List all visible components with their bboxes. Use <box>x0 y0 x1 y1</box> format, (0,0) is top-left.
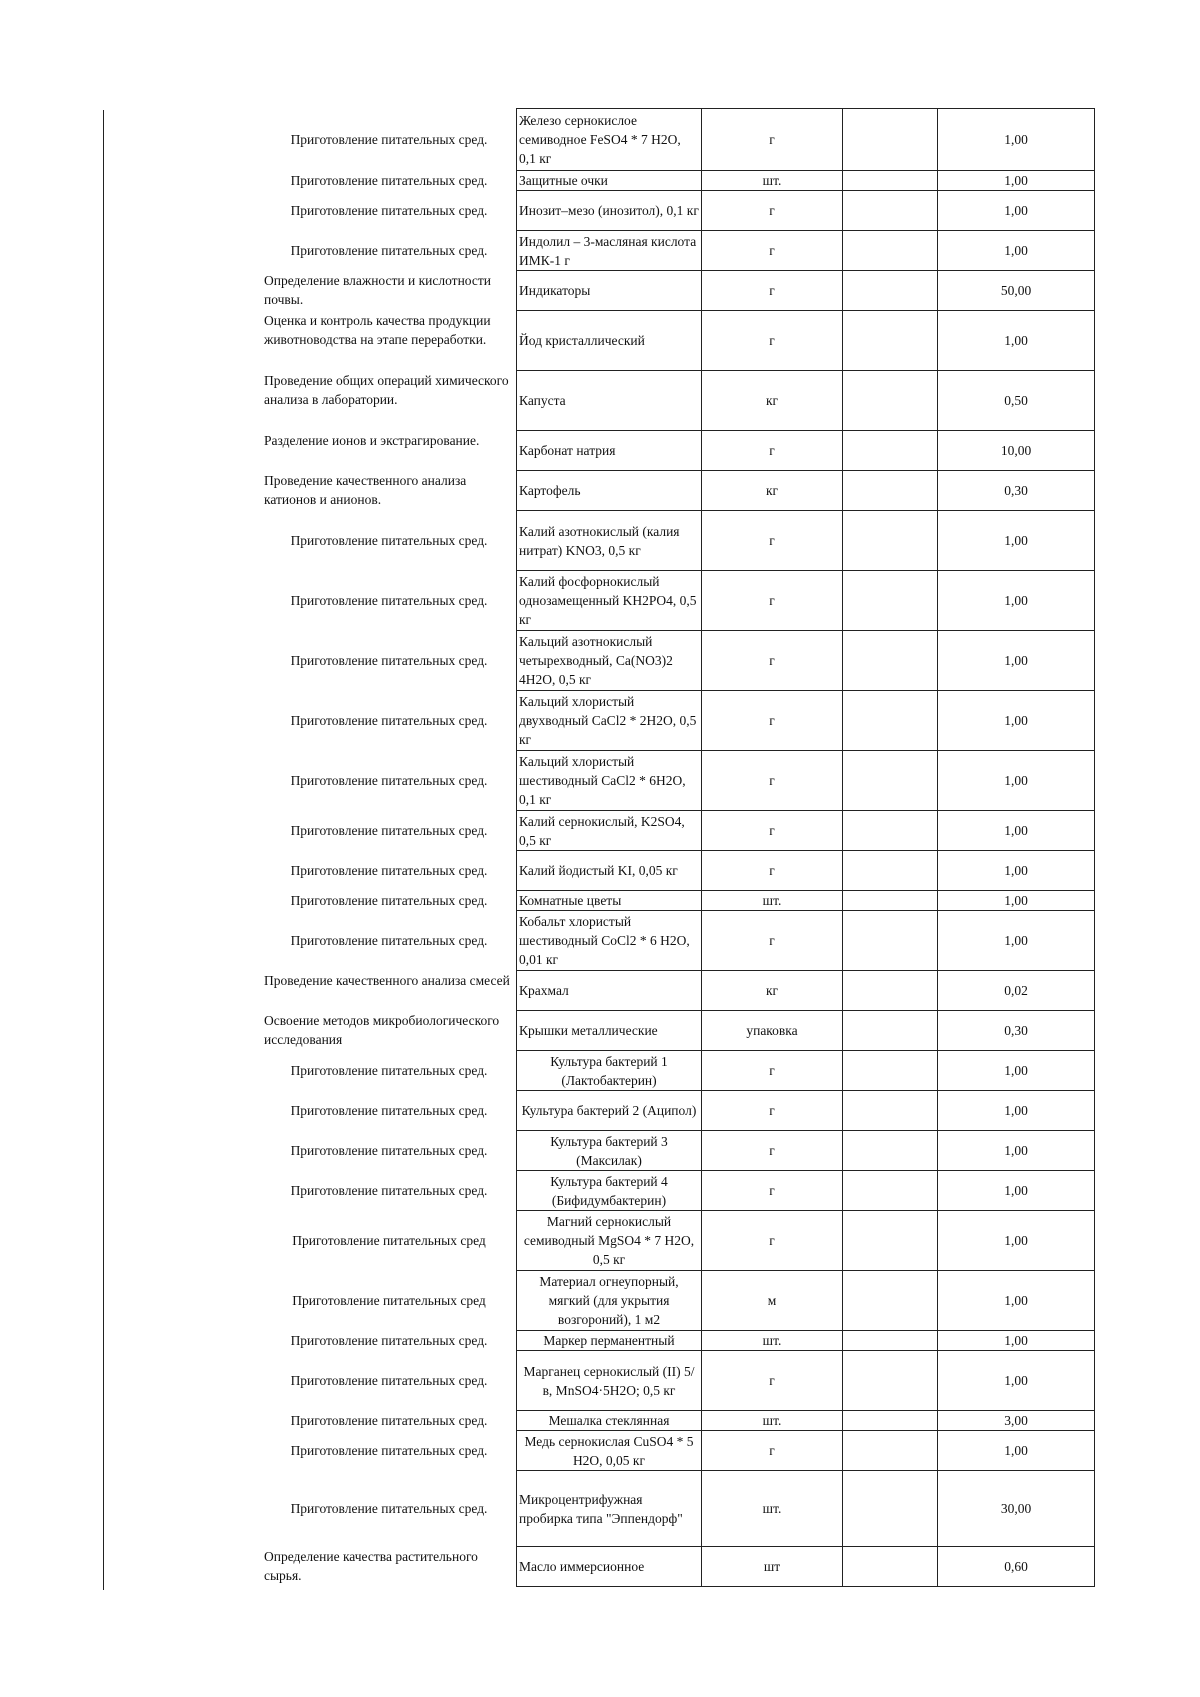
unit-cell: г <box>702 691 843 751</box>
quantity-cell: 1,00 <box>938 1351 1095 1411</box>
table-row <box>262 1471 1095 1547</box>
material-cell: Кальций хлористый двухводный CaCl2 * 2H2O, 0,5 кг <box>517 691 702 751</box>
quantity-cell: 1,00 <box>938 1211 1095 1271</box>
unit-cell: шт. <box>702 171 843 191</box>
material-cell: Марганец сернокислый (II) 5/в, MnSO4·5H2O; 0,5 кг <box>517 1351 702 1411</box>
material-cell: Индолил – 3-масляная кислота ИМК-1 г <box>517 231 702 271</box>
activity-cell: Приготовление питательных сред. <box>262 631 517 691</box>
activity-cell: Проведение качественного анализа катионов и анионов. <box>262 471 517 511</box>
empty-cell <box>843 911 938 971</box>
activity-cell: Приготовление питательных сред. <box>262 1411 517 1431</box>
unit-cell: г <box>702 631 843 691</box>
table-row <box>262 431 1095 471</box>
empty-cell <box>843 571 938 631</box>
unit-cell: г <box>702 1051 843 1091</box>
material-cell: Масло иммерсионное <box>517 1547 702 1587</box>
table-row <box>262 811 1095 851</box>
quantity-cell: 1,00 <box>938 751 1095 811</box>
material-cell: Мешалка стеклянная <box>517 1411 702 1431</box>
empty-cell <box>843 311 938 371</box>
quantity-cell: 1,00 <box>938 1431 1095 1471</box>
unit-cell: г <box>702 571 843 631</box>
table-row <box>262 511 1095 571</box>
table-row <box>262 891 1095 911</box>
material-cell: Кобальт хлористый шестиводный CoCl2 * 6 H2O, 0,01 кг <box>517 911 702 971</box>
material-cell: Крышки металлические <box>517 1011 702 1051</box>
material-cell: Маркер перманентный <box>517 1331 702 1351</box>
quantity-cell: 0,60 <box>938 1547 1095 1587</box>
material-cell: Калий фосфорнокислый однозамещенный KH2PO4, 0,5 кг <box>517 571 702 631</box>
quantity-cell: 0,30 <box>938 471 1095 511</box>
activity-cell: Определение влажности и кислотности почвы. <box>262 271 517 311</box>
unit-cell: г <box>702 811 843 851</box>
activity-cell: Приготовление питательных сред. <box>262 1471 517 1547</box>
material-cell: Индикаторы <box>517 271 702 311</box>
unit-cell: г <box>702 1091 843 1131</box>
unit-cell: г <box>702 851 843 891</box>
table-row <box>262 231 1095 271</box>
table-row <box>262 1431 1095 1471</box>
empty-cell <box>843 171 938 191</box>
material-cell: Кальций азотнокислый четырехводный, Ca(NO3)2 4H2O, 0,5 кг <box>517 631 702 691</box>
table-row <box>262 571 1095 631</box>
empty-cell <box>843 471 938 511</box>
quantity-cell: 1,00 <box>938 231 1095 271</box>
quantity-cell: 1,00 <box>938 911 1095 971</box>
empty-cell <box>843 109 938 171</box>
unit-cell: шт. <box>702 1471 843 1547</box>
unit-cell: шт <box>702 1547 843 1587</box>
empty-cell <box>843 1051 938 1091</box>
empty-cell <box>843 511 938 571</box>
empty-cell <box>843 691 938 751</box>
material-cell: Калий сернокислый, K2SO4, 0,5 кг <box>517 811 702 851</box>
activity-cell: Приготовление питательных сред. <box>262 191 517 231</box>
quantity-cell: 1,00 <box>938 1271 1095 1331</box>
unit-cell: шт. <box>702 1331 843 1351</box>
material-cell: Железо сернокислое семиводное FeSO4 * 7 H2O, 0,1 кг <box>517 109 702 171</box>
empty-cell <box>843 1011 938 1051</box>
quantity-cell: 1,00 <box>938 631 1095 691</box>
activity-cell: Приготовление питательных сред. <box>262 751 517 811</box>
unit-cell: г <box>702 1211 843 1271</box>
activity-cell: Проведение общих операций химического анализа в лаборатории. <box>262 371 517 431</box>
material-cell: Культура бактерий 2 (Аципол) <box>517 1091 702 1131</box>
material-cell: Микроцентрифужная пробирка типа "Эппендорф" <box>517 1471 702 1547</box>
material-cell: Картофель <box>517 471 702 511</box>
table-row <box>262 1271 1095 1331</box>
unit-cell: г <box>702 271 843 311</box>
unit-cell: г <box>702 431 843 471</box>
quantity-cell: 1,00 <box>938 109 1095 171</box>
material-cell: Йод кристаллический <box>517 311 702 371</box>
quantity-cell: 10,00 <box>938 431 1095 471</box>
empty-cell <box>843 431 938 471</box>
activity-cell: Приготовление питательных сред. <box>262 109 517 171</box>
unit-cell: м <box>702 1271 843 1331</box>
activity-cell: Приготовление питательных сред. <box>262 1091 517 1131</box>
material-cell: Культура бактерий 4 (Бифидумбактерин) <box>517 1171 702 1211</box>
quantity-cell: 1,00 <box>938 1051 1095 1091</box>
table-row <box>262 1171 1095 1211</box>
material-cell: Защитные очки <box>517 171 702 191</box>
table-row <box>262 751 1095 811</box>
empty-cell <box>843 1411 938 1431</box>
quantity-cell: 1,00 <box>938 571 1095 631</box>
unit-cell: кг <box>702 371 843 431</box>
quantity-cell: 1,00 <box>938 891 1095 911</box>
activity-cell: Приготовление питательных сред. <box>262 811 517 851</box>
unit-cell: г <box>702 1171 843 1211</box>
table-row <box>262 1091 1095 1131</box>
activity-cell: Приготовление питательных сред. <box>262 511 517 571</box>
quantity-cell: 3,00 <box>938 1411 1095 1431</box>
activity-cell: Приготовление питательных сред <box>262 1211 517 1271</box>
activity-cell: Приготовление питательных сред. <box>262 231 517 271</box>
table-row <box>262 191 1095 231</box>
unit-cell: г <box>702 751 843 811</box>
empty-cell <box>843 1091 938 1131</box>
table-row <box>262 311 1095 371</box>
empty-cell <box>843 371 938 431</box>
activity-cell: Приготовление питательных сред. <box>262 691 517 751</box>
empty-cell <box>843 1351 938 1411</box>
empty-cell <box>843 891 938 911</box>
table-row <box>262 171 1095 191</box>
quantity-cell: 1,00 <box>938 311 1095 371</box>
table-row <box>262 1351 1095 1411</box>
table-row <box>262 631 1095 691</box>
quantity-cell: 1,00 <box>938 171 1095 191</box>
table-row <box>262 1331 1095 1351</box>
activity-cell: Приготовление питательных сред. <box>262 851 517 891</box>
unit-cell: упаковка <box>702 1011 843 1051</box>
table-row <box>262 851 1095 891</box>
unit-cell: г <box>702 511 843 571</box>
empty-cell <box>843 971 938 1011</box>
material-cell: Карбонат натрия <box>517 431 702 471</box>
activity-cell: Приготовление питательных сред. <box>262 1171 517 1211</box>
quantity-cell: 50,00 <box>938 271 1095 311</box>
table-row <box>262 1011 1095 1051</box>
activity-cell: Приготовление питательных сред. <box>262 891 517 911</box>
table-row <box>262 471 1095 511</box>
empty-cell <box>843 271 938 311</box>
unit-cell: г <box>702 311 843 371</box>
table-row <box>262 1411 1095 1431</box>
activity-cell: Разделение ионов и экстрагирование. <box>262 431 517 471</box>
empty-cell <box>843 1171 938 1211</box>
unit-cell: кг <box>702 471 843 511</box>
quantity-cell: 1,00 <box>938 511 1095 571</box>
material-cell: Культура бактерий 3 (Максилак) <box>517 1131 702 1171</box>
quantity-cell: 1,00 <box>938 1331 1095 1351</box>
activity-cell: Приготовление питательных сред. <box>262 1051 517 1091</box>
quantity-cell: 1,00 <box>938 691 1095 751</box>
empty-cell <box>843 1271 938 1331</box>
quantity-cell: 30,00 <box>938 1471 1095 1547</box>
table-row <box>262 1131 1095 1171</box>
unit-cell: г <box>702 109 843 171</box>
unit-cell: г <box>702 231 843 271</box>
table-row <box>262 1211 1095 1271</box>
quantity-cell: 1,00 <box>938 1091 1095 1131</box>
quantity-cell: 1,00 <box>938 1131 1095 1171</box>
unit-cell: г <box>702 1351 843 1411</box>
table-row <box>262 911 1095 971</box>
empty-cell <box>843 1331 938 1351</box>
table-row <box>262 1051 1095 1091</box>
activity-cell: Приготовление питательных сред <box>262 1271 517 1331</box>
empty-cell <box>843 1547 938 1587</box>
table-row <box>262 271 1095 311</box>
material-cell: Капуста <box>517 371 702 431</box>
quantity-cell: 0,02 <box>938 971 1095 1011</box>
activity-cell: Приготовление питательных сред. <box>262 571 517 631</box>
table-row <box>262 691 1095 751</box>
material-cell: Калий йодистый KI, 0,05 кг <box>517 851 702 891</box>
quantity-cell: 1,00 <box>938 811 1095 851</box>
activity-cell: Приготовление питательных сред. <box>262 171 517 191</box>
unit-cell: г <box>702 191 843 231</box>
empty-cell <box>843 1431 938 1471</box>
material-cell: Магний сернокислый семиводный MgSO4 * 7 H2O, 0,5 кг <box>517 1211 702 1271</box>
unit-cell: г <box>702 911 843 971</box>
unit-cell: г <box>702 1431 843 1471</box>
quantity-cell: 1,00 <box>938 191 1095 231</box>
materials-table <box>262 108 1095 1587</box>
unit-cell: кг <box>702 971 843 1011</box>
unit-cell: шт. <box>702 1411 843 1431</box>
material-cell: Крахмал <box>517 971 702 1011</box>
material-cell: Кальций хлористый шестиводный CaCl2 * 6H2O, 0,1 кг <box>517 751 702 811</box>
empty-cell <box>843 751 938 811</box>
empty-cell <box>843 631 938 691</box>
quantity-cell: 0,50 <box>938 371 1095 431</box>
material-cell: Калий азотнокислый (калия нитрат) KNO3, 0,5 кг <box>517 511 702 571</box>
table-row <box>262 109 1095 171</box>
activity-cell: Приготовление питательных сред. <box>262 911 517 971</box>
quantity-cell: 0,30 <box>938 1011 1095 1051</box>
empty-cell <box>843 231 938 271</box>
table-row <box>262 1547 1095 1587</box>
quantity-cell: 1,00 <box>938 1171 1095 1211</box>
unit-cell: шт. <box>702 891 843 911</box>
material-cell: Материал огнеупорный, мягкий (для укрытия возгороний), 1 м2 <box>517 1271 702 1331</box>
activity-cell: Освоение методов микробиологического исследования <box>262 1011 517 1051</box>
quantity-cell: 1,00 <box>938 851 1095 891</box>
empty-cell <box>843 811 938 851</box>
material-cell: Инозит–мезо (инозитол), 0,1 кг <box>517 191 702 231</box>
activity-cell: Приготовление питательных сред. <box>262 1131 517 1171</box>
empty-cell <box>843 1471 938 1547</box>
empty-cell <box>843 191 938 231</box>
activity-cell: Приготовление питательных сред. <box>262 1331 517 1351</box>
unit-cell: г <box>702 1131 843 1171</box>
activity-cell: Определение качества растительного сырья. <box>262 1547 517 1587</box>
material-cell: Культура бактерий 1 (Лактобактерин) <box>517 1051 702 1091</box>
activity-cell: Приготовление питательных сред. <box>262 1431 517 1471</box>
table-row <box>262 971 1095 1011</box>
material-cell: Медь сернокислая CuSO4 * 5 H2O, 0,05 кг <box>517 1431 702 1471</box>
activity-cell: Оценка и контроль качества продукции животноводства на этапе переработки. <box>262 311 517 371</box>
material-cell: Комнатные цветы <box>517 891 702 911</box>
activity-cell: Приготовление питательных сред. <box>262 1351 517 1411</box>
empty-cell <box>843 1211 938 1271</box>
empty-cell <box>843 851 938 891</box>
margin-line <box>103 110 104 1590</box>
table-row <box>262 371 1095 431</box>
activity-cell: Проведение качественного анализа смесей <box>262 971 517 1011</box>
empty-cell <box>843 1131 938 1171</box>
